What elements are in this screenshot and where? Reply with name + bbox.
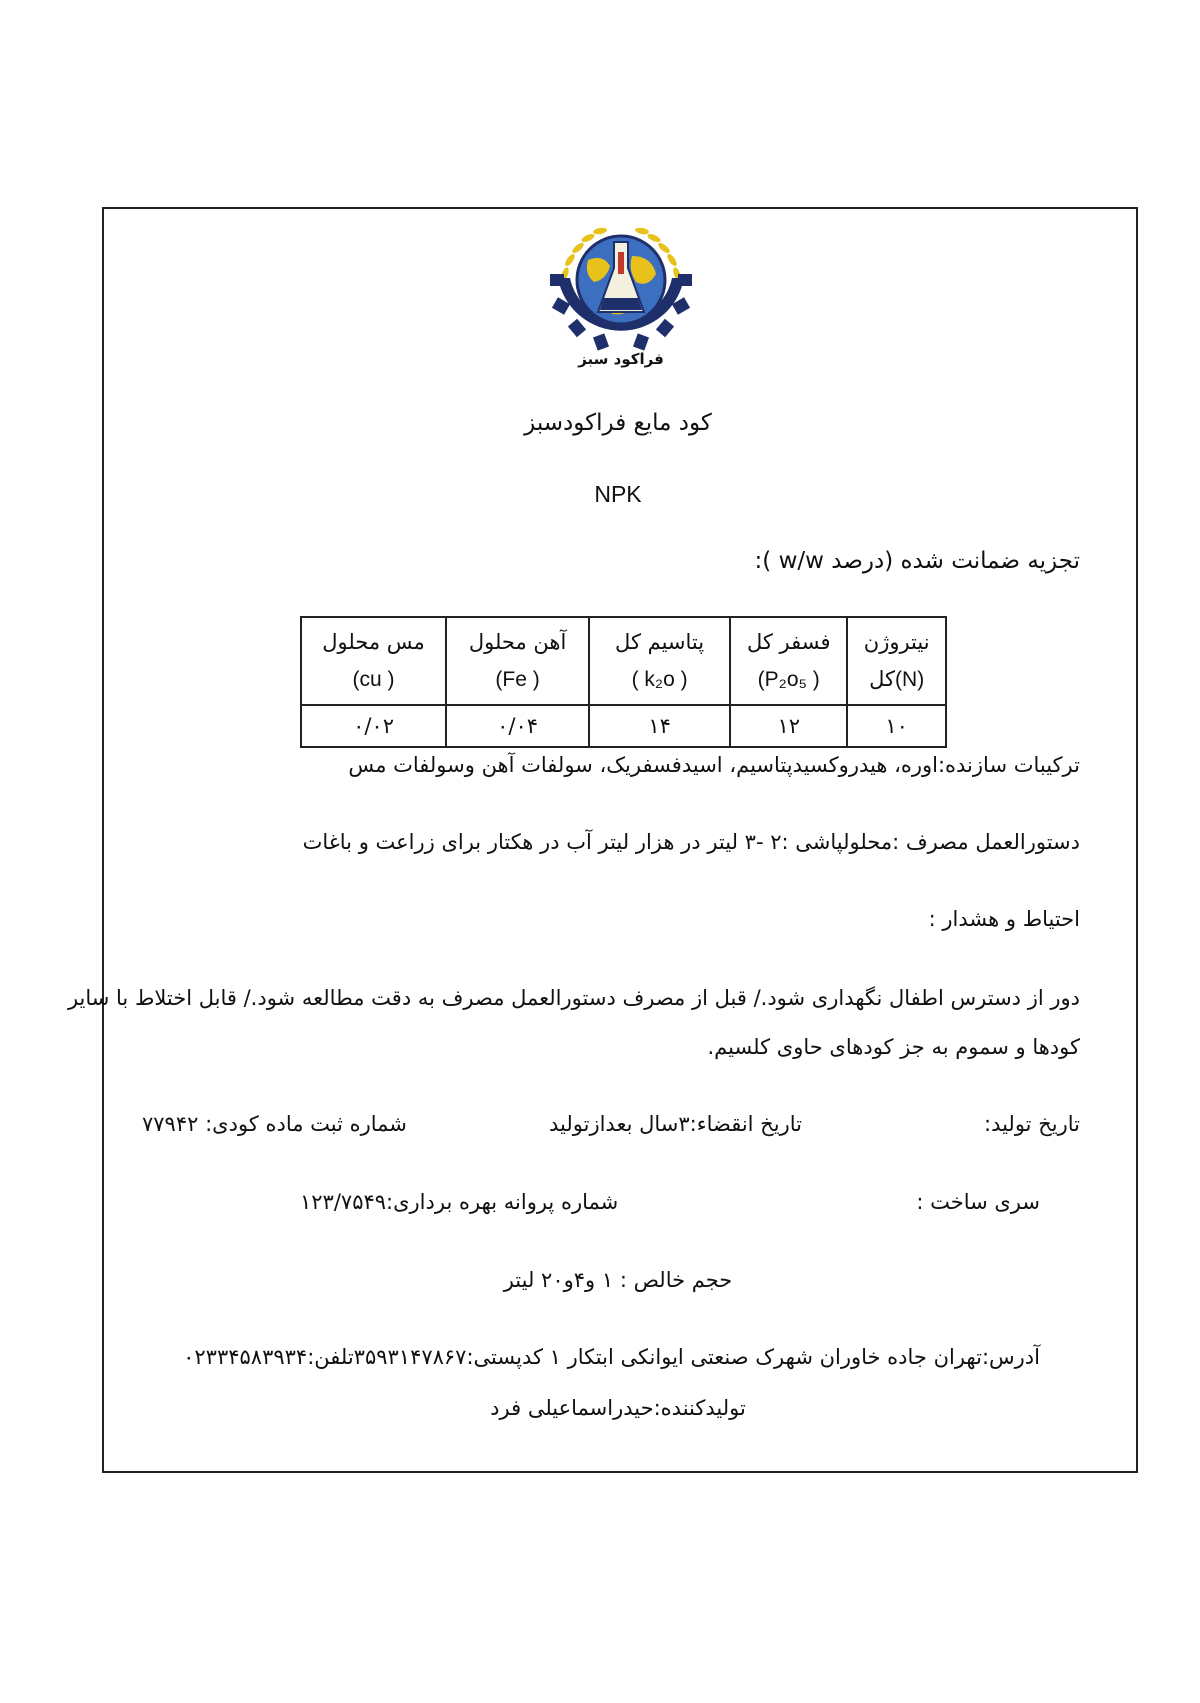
analysis-heading: تجزیه ضمانت شده (درصد w/w ): — [754, 548, 1080, 574]
ingredients-text: ترکیبات سازنده:اوره، هیدروکسیدپتاسیم، اسیدفسفریک، سولفات آهن وسولفات مس — [348, 753, 1080, 777]
header-name: پتاسیم کل — [615, 630, 705, 654]
header-symbol: ( Fe) — [495, 668, 540, 691]
header-name: نیتروژن — [863, 630, 930, 654]
header-symbol: ( P₂o₅) — [757, 668, 820, 691]
table-cell-potassium: ۱۴ — [589, 705, 730, 747]
license-number: شماره پروانه بهره برداری:۱۲۳/۷۵۴۹ — [300, 1190, 619, 1214]
warning-heading: احتیاط و هشدار : — [928, 907, 1080, 931]
address: آدرس:تهران جاده خاوران شهرک صنعتی ایوانکی ابتکار ۱ کدپستی:۳۵۹۳۱۴۷۸۶۷تلفن:۰۲۳۳۴۵۸۳۹۳۴ — [183, 1345, 1040, 1369]
table-cell-copper: ۰/۰۲ — [301, 705, 446, 747]
header-name: فسفر کل — [746, 630, 831, 654]
header-symbol: ( cu) — [352, 668, 395, 691]
product-subtitle: NPK — [594, 481, 642, 507]
table-header-copper — [301, 617, 446, 705]
producer: تولیدکننده:حیدراسماعیلی فرد — [490, 1396, 746, 1420]
registration-number: شماره ثبت ماده کودی: ۷۷۹۴۲ — [142, 1112, 407, 1136]
net-volume: حجم خالص : ۱ و۴و۲۰ لیتر — [503, 1268, 733, 1292]
composition-table — [300, 616, 947, 748]
company-emblem-icon — [548, 216, 694, 376]
usage-instructions: دستورالعمل مصرف :محلولپاشی :۲ -۳ لیتر در هزار لیتر آب در هکتار برای زراعت و باغات — [302, 830, 1080, 854]
batch-number: سری ساخت : — [916, 1190, 1040, 1214]
table-cell-iron: ۰/۰۴ — [446, 705, 589, 747]
warning-text-line-1: دور از دسترس اطفال نگهداری شود./ قبل از مصرف دستورالعمل مصرف به دقت مطالعه شود./ قابل اختلاط با سایر — [67, 986, 1080, 1010]
warning-text-line-2: کودها و سموم به جز کودهای حاوی کلسیم. — [707, 1035, 1080, 1059]
header-symbol: ( k₂o ) — [631, 668, 688, 691]
logo-caption: فراكود سبز — [578, 350, 664, 368]
table-header-row — [301, 617, 946, 705]
table-row — [301, 705, 946, 747]
table-header-nitrogen — [847, 617, 946, 705]
header-name: مس محلول — [322, 630, 425, 654]
header-name: آهن محلول — [468, 630, 567, 654]
table-header-iron — [446, 617, 589, 705]
table-cell-phosphorus: ۱۲ — [730, 705, 847, 747]
production-date: تاریخ تولید: — [984, 1112, 1080, 1136]
header-symbol: (N)کل — [869, 668, 925, 691]
table-header-phosphorus — [730, 617, 847, 705]
table-cell-nitrogen: ۱۰ — [847, 705, 946, 747]
table-header-potassium — [589, 617, 730, 705]
product-title: کود مایع فراکودسبز — [524, 410, 712, 436]
expiry-date: تاریخ انقضاء:۳سال بعدازتولید — [549, 1112, 802, 1136]
